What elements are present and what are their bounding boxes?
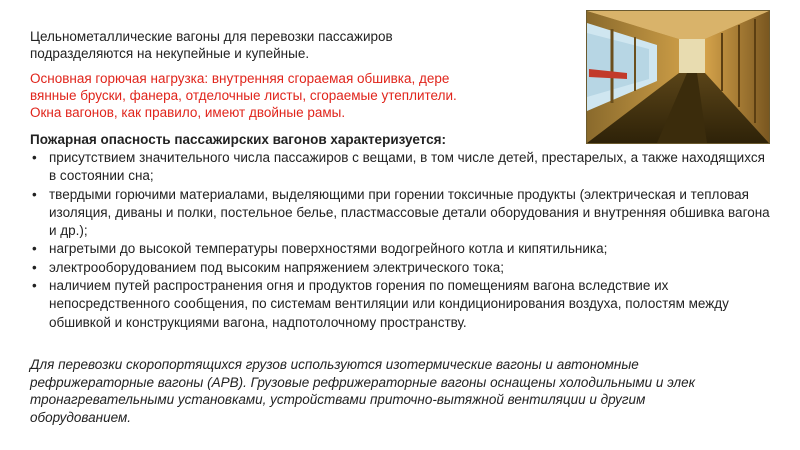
closing-line-4: оборудованием.	[30, 409, 131, 425]
fire-load-line-2: вянные бруски, фанера, отделочные листы, сгораемые утеплители.	[30, 88, 457, 103]
bullet-icon: •	[32, 241, 37, 257]
closing-line-2: рефрижераторные вагоны (АРВ). Грузовые рефрижераторные вагоны оснащены холодильными и элек	[30, 374, 696, 390]
list-item: • присутствием значительного числа пассажиров с вещами, в том числе детей, престарелых, а также находящихся в состоянии сна;	[32, 150, 765, 184]
intro-paragraph: Цельнометаллические вагоны для перевозки пассажиров подразделяются на некупейные и купейные.	[30, 29, 393, 61]
closing-line-3: тронагревательными установками, устройствами приточно-вытяжной вентиляции и другим	[30, 392, 646, 407]
closing-line-1: Для перевозки скоропортящихся грузов используются изотермические вагоны и автономные	[30, 357, 639, 372]
list-item: • нагретыми до высокой температуры поверхностями водогрейного котла и кипятильника;	[30, 240, 770, 258]
bullet-icon: •	[32, 186, 37, 202]
fire-load-paragraph	[30, 70, 510, 121]
train-corridor-photo	[586, 10, 770, 144]
train-corridor-image	[587, 11, 769, 143]
fire-load-line-1: Основная горючая нагрузка: внутренняя сгораемая обшивка, дере	[30, 71, 450, 86]
list-item: • наличием путей распространения огня и продуктов горения по помещениям вагона вследствие их непосредственного сообщения, по системам вентиляции или кондиционирования воздуха, полостям между обшивкой и конструкциями вагона, надпотолочному пространству.	[32, 278, 729, 330]
list-item: • электрооборудованием под высоким напряжением электрического тока;	[30, 259, 770, 277]
fire-hazard-heading: Пожарная опасность пассажирских вагонов характеризуется:	[30, 132, 446, 147]
bullet-icon: •	[32, 259, 37, 275]
bullet-icon: •	[32, 278, 37, 294]
list-item: • твердыми горючими материалами, выделяющими при горении токсичные продукты (электрическая и тепловая изоляция, диваны и полки, постельное белье, пластмассовые детали оборудования и внутренняя обшивка вагона и др.);	[32, 186, 770, 239]
refrigerated-cars-paragraph	[30, 356, 770, 426]
fire-hazard-list	[30, 149, 770, 332]
bullet-icon: •	[32, 150, 37, 165]
fire-load-line-3: Окна вагонов, как правило, имеют двойные рамы.	[30, 105, 346, 120]
